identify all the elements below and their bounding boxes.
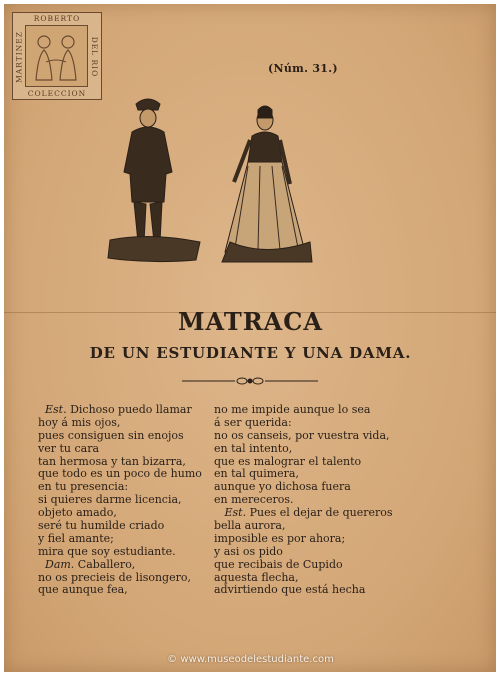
- verse-text: no me impide aunque lo sea: [214, 403, 371, 416]
- verse-line: [38, 584, 202, 597]
- verse-text: pues consiguen sin enojos: [38, 428, 184, 442]
- stamp-text-left: MARTINEZ: [14, 31, 24, 83]
- stamp-text-bottom: COLECCION: [27, 89, 87, 98]
- verse-text: bella aurora,: [214, 519, 286, 533]
- verse-text: mira que soy estudiante.: [38, 544, 176, 558]
- verse-text: en tal intento,: [214, 441, 293, 455]
- verse-text: ver tu cara: [38, 441, 100, 455]
- verse-text: aquesta flecha,: [214, 570, 299, 584]
- lady-figure-icon: [222, 106, 312, 262]
- verse-text: á ser querida:: [214, 415, 292, 429]
- verse-text: seré tu humilde criado: [38, 519, 165, 533]
- verse-column-right: [214, 404, 393, 597]
- page-title: MATRACA: [177, 307, 324, 336]
- student-figure-icon: [108, 99, 200, 262]
- speaker-label: Est.: [38, 403, 67, 416]
- verse-column-left: [38, 404, 202, 597]
- verse-text: tan hermosa y tan bizarra,: [38, 454, 186, 468]
- verse-text: que aunque fea,: [38, 583, 128, 597]
- number-label: (Núm. 31.): [268, 62, 338, 75]
- verse-text: y asi os pido: [214, 544, 283, 558]
- woodcut-illustration: [100, 92, 330, 281]
- stamp-text-top: ROBERTO: [33, 14, 81, 23]
- speaker-label: Dam.: [38, 557, 75, 571]
- verse-text: advirtiendo que está hecha: [214, 583, 366, 597]
- verse-text: que es malograr el talento: [214, 454, 362, 468]
- stamp-figures-icon: [25, 25, 88, 87]
- verse-text: imposible es por ahora;: [214, 531, 346, 545]
- verse-text: si quieres darme licencia,: [38, 493, 182, 507]
- footer-copyright: © www.museodelestudiante.com: [167, 654, 334, 665]
- verse-text: en mereceros.: [214, 493, 294, 507]
- verse-text: que recibais de Cupido: [214, 557, 343, 571]
- verse-text: hoy á mis ojos,: [38, 415, 121, 429]
- verse-text: aunque yo dichosa fuera: [214, 480, 351, 494]
- verse-text: no os canseis, por vuestra vida,: [214, 428, 390, 442]
- page-subtitle: DE UN ESTUDIANTE Y UNA DAMA.: [89, 344, 412, 362]
- speaker-label: Est.: [214, 506, 247, 520]
- collection-stamp: [12, 12, 102, 100]
- verse-text: en tu presencia:: [38, 480, 129, 494]
- verse-text: objeto amado,: [38, 506, 117, 520]
- verse-text: y fiel amante;: [38, 531, 114, 545]
- verse-text: Dichoso puedo llamar: [66, 403, 192, 416]
- verse-line: [214, 584, 393, 597]
- ornament-divider-icon: [180, 372, 320, 391]
- verse-text: en tal quimera,: [214, 467, 299, 481]
- verse-text: Pues el dejar de quereros: [246, 506, 393, 520]
- stamp-text-right: DEL RIO: [90, 36, 100, 78]
- verse-text: que todo es un poco de humo: [38, 467, 202, 481]
- verse-text: no os precieis de lisongero,: [38, 570, 191, 584]
- verse-text: Caballero,: [74, 557, 136, 571]
